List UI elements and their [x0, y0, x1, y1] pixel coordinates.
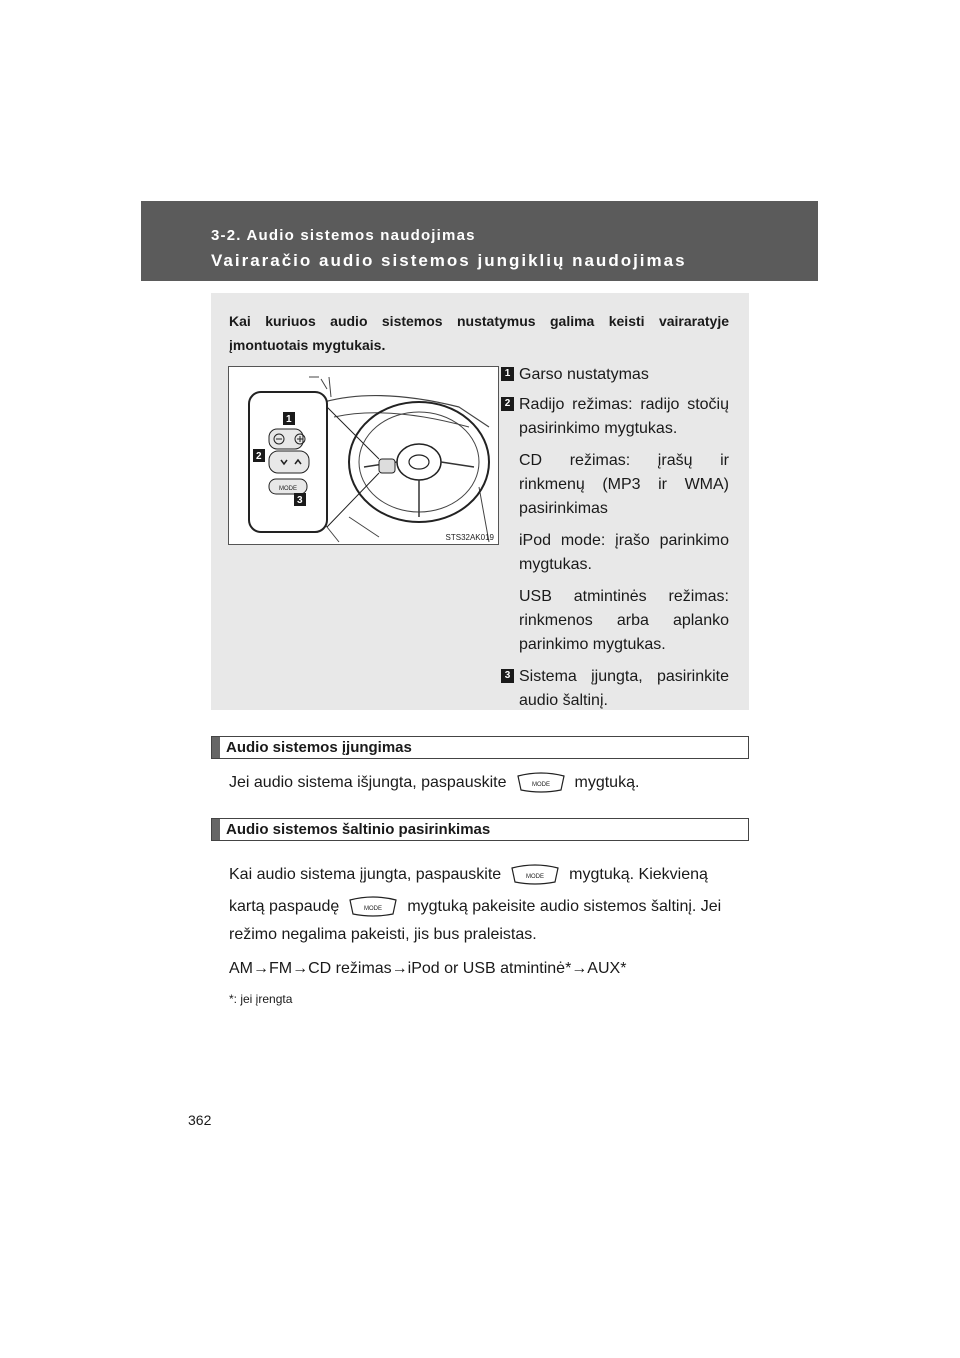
heading-audio-on: [211, 736, 749, 759]
intro-text: Kai kuriuos audio sistemos nustatymus galima keisti vairaratyje įmontuotais mygtukais.: [229, 313, 729, 353]
paragraph-source-2: [229, 896, 747, 918]
number-badge-1: 1: [501, 367, 514, 381]
heading-source-select-text: Audio sistemos šaltinio pasirinkimas: [226, 821, 491, 838]
text-before-button: kartą paspaudę: [229, 898, 340, 916]
paragraph-source-3: režimo negalima pakeisti, jis bus praleistas.: [229, 926, 537, 943]
text-after-button: mygtuką.: [574, 774, 640, 792]
svg-text:MODE: MODE: [364, 906, 383, 912]
callout-2: 2: [256, 451, 262, 462]
svg-text:MODE: MODE: [526, 874, 545, 880]
paragraph-audio-on: [229, 772, 747, 794]
section-header: [141, 201, 818, 281]
legend-item-3: [501, 665, 729, 713]
text-after-button: mygtuką. Kiekvieną: [569, 866, 708, 884]
legend-text-3: Sistema įjungta, pasirinkite audio šaltinį.: [519, 668, 729, 709]
callout-1: 1: [286, 414, 292, 425]
page-number: 362: [188, 1112, 212, 1128]
footnote: *: jei įrengta: [229, 992, 293, 1006]
legend-item-2: [501, 393, 729, 441]
figure-mode-text: MODE: [279, 486, 297, 492]
callout-3: 3: [297, 495, 303, 506]
mode-button-icon: [509, 864, 561, 886]
section-number: 3-2. Audio sistemos naudojimas: [211, 227, 476, 244]
legend-text-1: Garso nustatymas: [519, 366, 649, 383]
info-box: [211, 293, 749, 710]
legend-sub-cd: CD režimas: įrašų ir rinkmenų (MP3 ir WMA) pasirinkimas: [519, 452, 729, 517]
steering-wheel-figure: [228, 366, 499, 545]
source-sequence: AM→FM→CD režimas→iPod or USB atmintinė*→AUX*: [229, 960, 627, 977]
legend: [501, 363, 729, 713]
figure-label: STS32AK019: [445, 533, 494, 542]
number-badge-3: 3: [501, 669, 514, 683]
heading-source-select: [211, 818, 749, 841]
mode-button-icon: [515, 772, 567, 794]
text-after-button: mygtuką pakeisite audio sistemos šaltinį. Jei: [407, 898, 722, 916]
heading-audio-on-text: Audio sistemos įjungimas: [226, 739, 412, 756]
legend-item-1: [501, 363, 729, 387]
number-badge-2: 2: [501, 397, 514, 411]
paragraph-source-1: [229, 864, 747, 886]
text-before-button: Jei audio sistema išjungta, paspauskite: [229, 774, 507, 792]
legend-sub-ipod: iPod mode: įrašo parinkimo mygtukas.: [519, 532, 729, 573]
page-title: Vairaračio audio sistemos jungiklių naudojimas: [211, 251, 687, 270]
mode-button-icon: [347, 896, 399, 918]
legend-text-2: Radijo režimas: radijo stočių pasirinkimo mygtukas.: [519, 396, 729, 437]
text-before-button: Kai audio sistema įjungta, paspauskite: [229, 866, 502, 884]
steering-wheel-illustration: [229, 367, 498, 544]
svg-text:MODE: MODE: [531, 782, 550, 788]
legend-sub-usb: USB atmintinės režimas: rinkmenos arba aplanko parinkimo mygtukas.: [519, 588, 729, 653]
